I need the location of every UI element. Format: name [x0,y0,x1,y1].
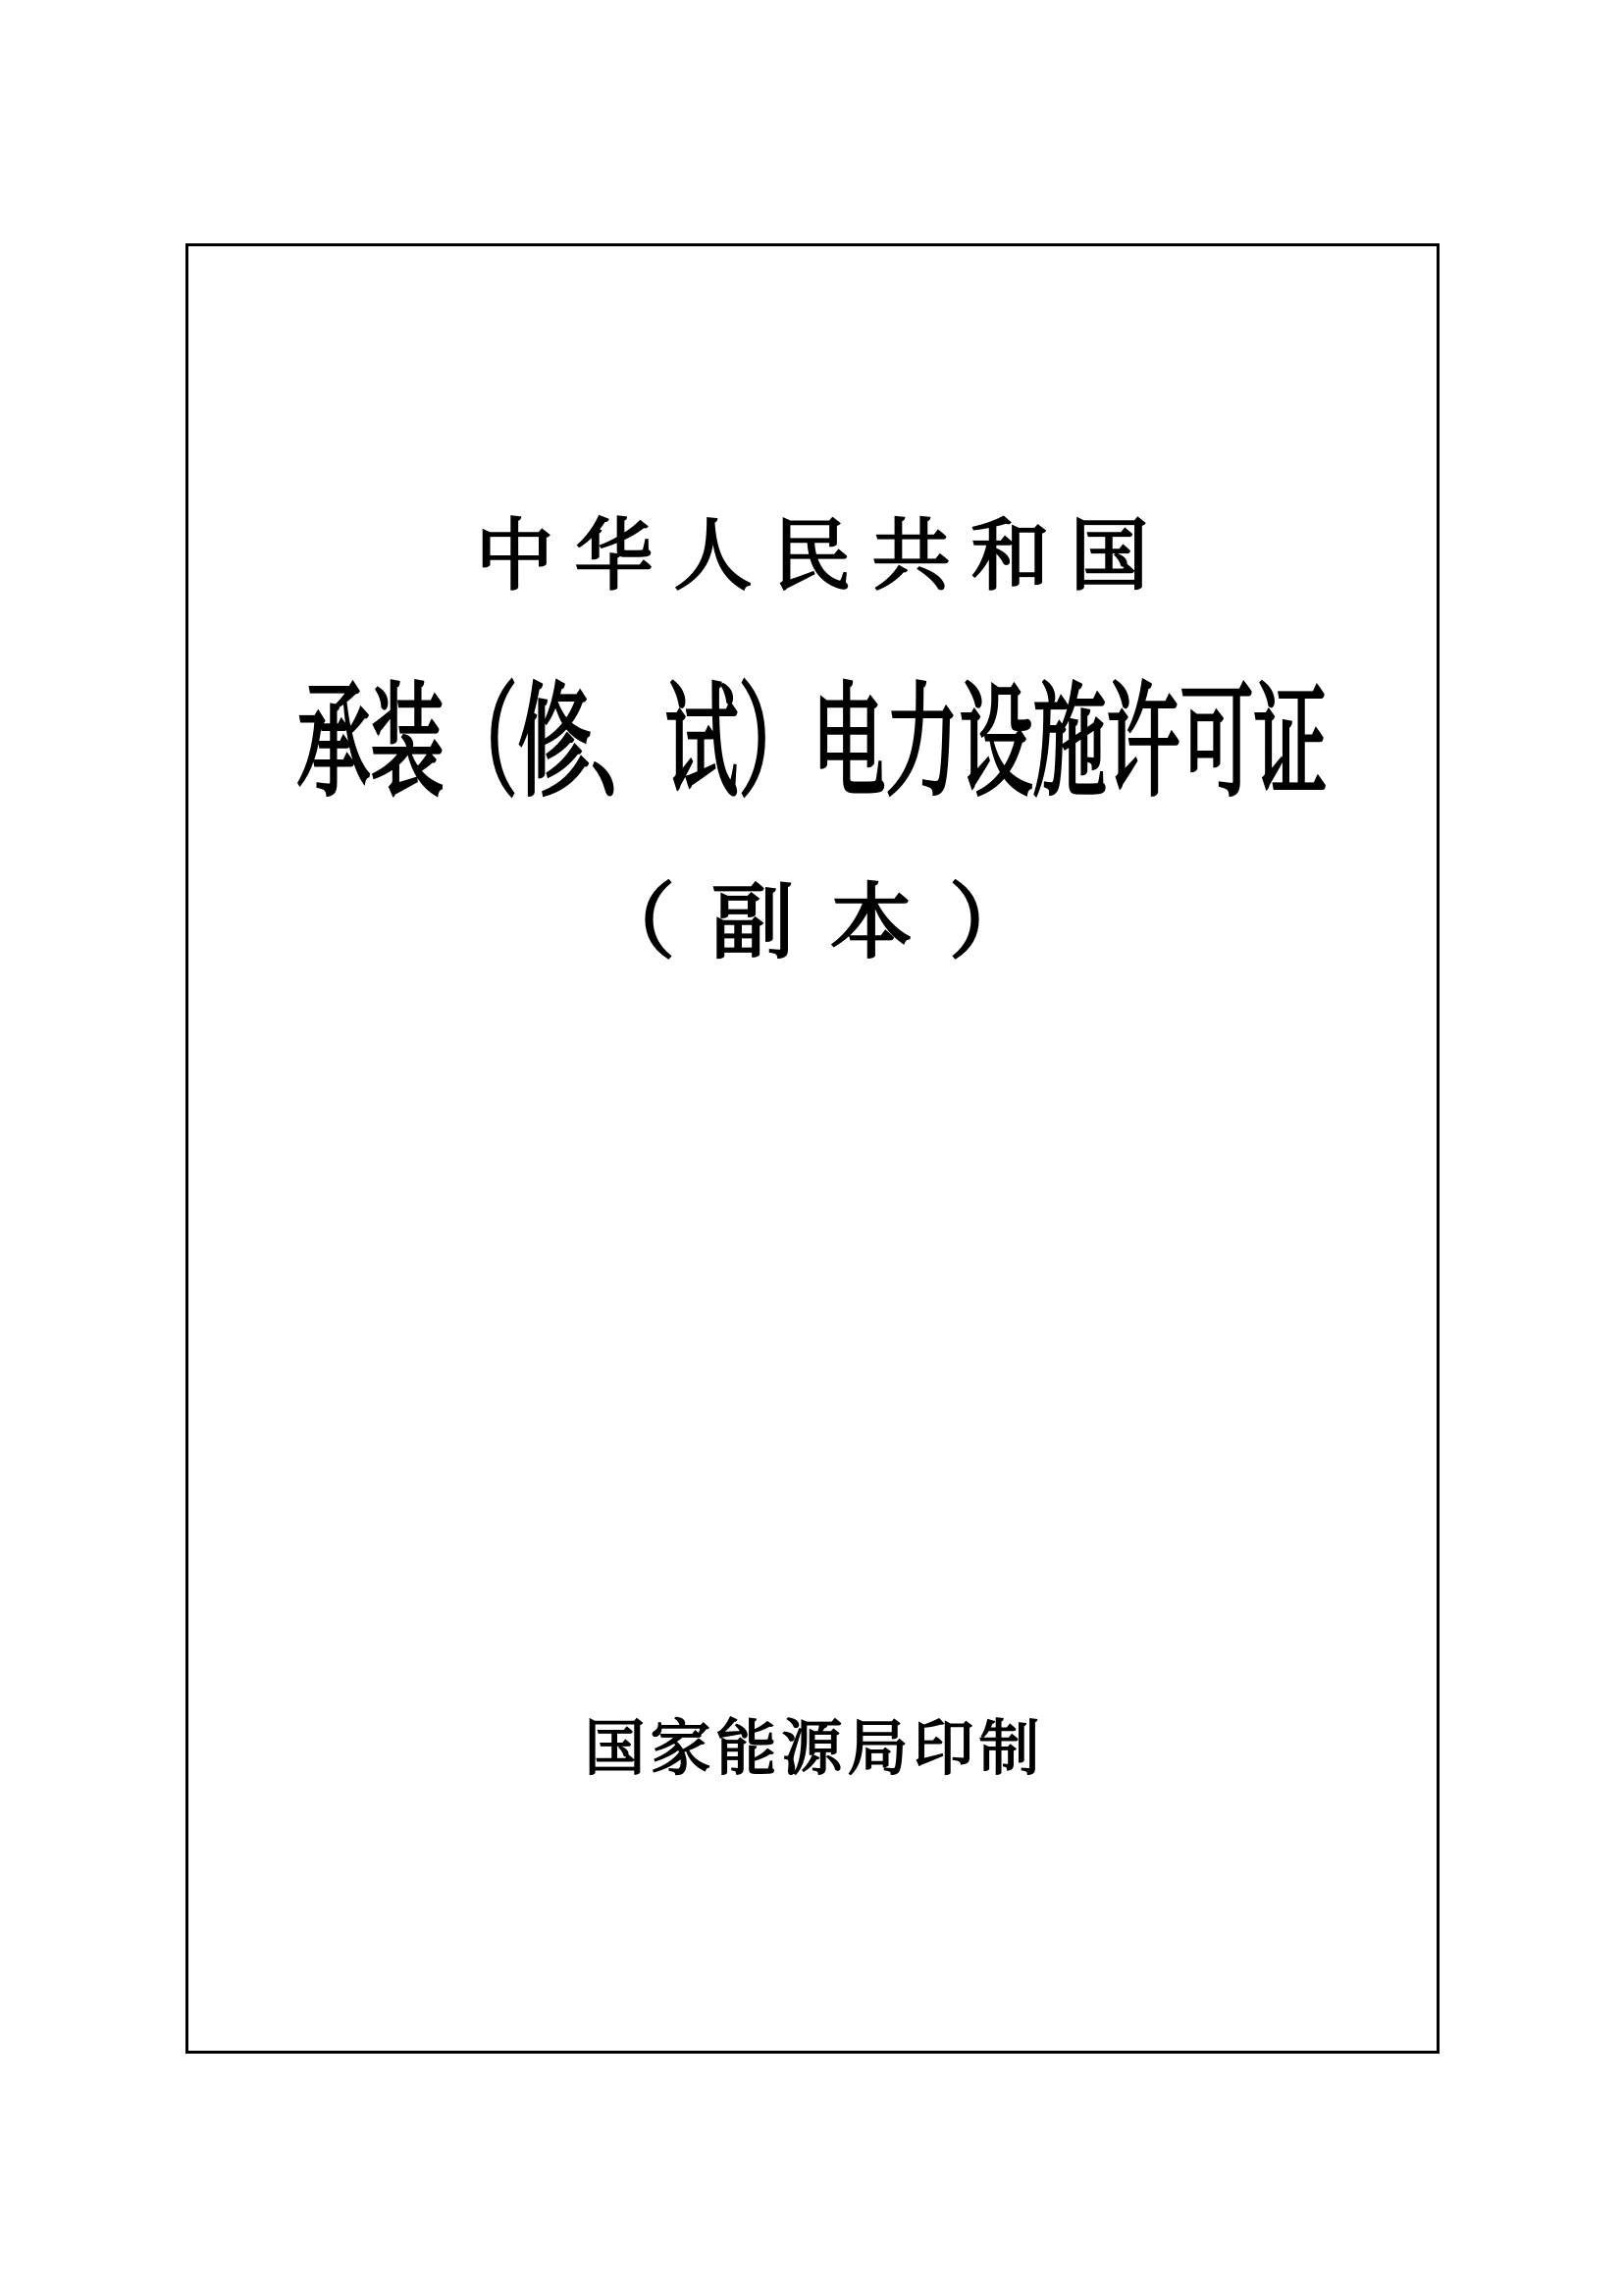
country-title: 中华人民共和国 [475,512,1170,600]
copy-type-label: （副本） [592,876,1068,968]
license-title: 承装（修、试）电力设施许可证 [296,672,1328,811]
issuer-label: 国家能源局印制 [584,1715,1045,1783]
